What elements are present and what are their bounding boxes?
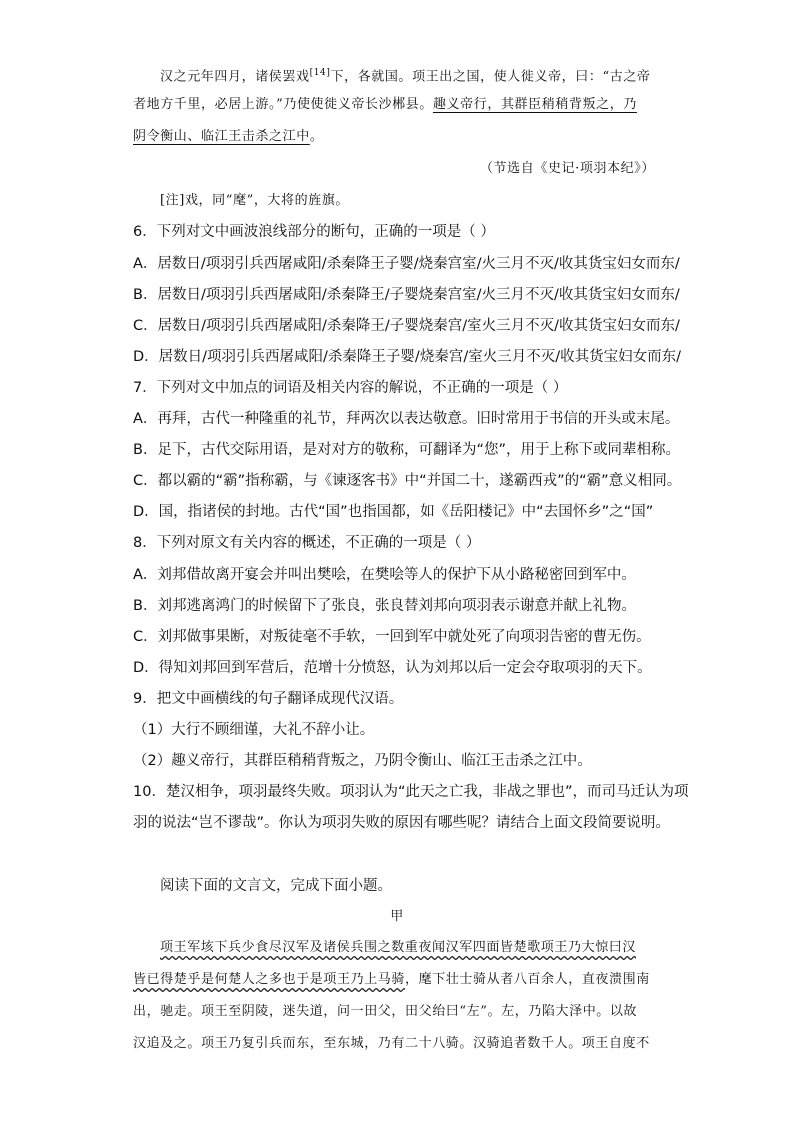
annotation-note: [注]戏，同“麾”，大将的旌旗。 [160,193,350,208]
option-8d: D．得知刘邦回到军营后，范增十分愤怒，认为刘邦以后一定会夺取项羽的天下。 [133,660,652,676]
question-6: 6．下列对文中画波浪线部分的断句，正确的一项是（ ） [133,224,495,240]
source-citation: （节选自《史记·项羽本纪》） [479,161,655,176]
passage2-line-4: 汉追及之。项王乃复引兵而东，至东城，乃有二十八骑。汉骑追者数千人。项王自度不 [133,1036,650,1051]
underlined-sentence: 阴令衡山、临江王击杀之江中 [133,129,310,144]
section-title: 甲 [390,909,404,924]
passage2-line-3: 出，驰走。项王至阴陵，迷失道，问一田父，田父绐曰“左”。左，乃陷大泽中。以故 [133,1004,638,1019]
option-7a: A．再拜，古代一种隆重的礼节，拜两次以表达敬意。旧时常用于书信的开头或末尾。 [133,411,680,427]
wavy-underlined-text: 项王军垓下兵少食尽汉军及诸侯兵围之数重夜闻汉军四面皆楚歌项王乃大惊曰汉 [160,940,637,955]
reading-instruction: 阅读下面的文言文，完成下面小题。 [160,878,392,894]
question-9-part-1: （1）大行不顾细谨，大礼不辞小让。 [133,722,375,738]
passage2-line-1 [160,938,636,958]
question-10-line-2: 羽的说法“岂不谬哉”。你认为项羽失败的原因有哪些呢？请结合上面文段简要说明。 [133,815,671,831]
option-8c: C．刘邦做事果断，对叛徒毫不手软，一回到军中就处死了向项羽告密的曹无伤。 [133,629,651,645]
option-6d: D．居数日/项羽引兵西屠咸阳/杀秦降王子婴/烧秦宫/室火三月不灭/收其货宝妇女而东/ [133,349,681,365]
option-7b: B．足下，古代交际用语，是对对方的敬称，可翻译为“您”，用于上称下或同辈相称。 [133,442,680,458]
passage-line-1 [160,63,651,87]
option-7d: D．国，指诸侯的封地。古代“国”也指国都，如《岳阳楼记》中“去国怀乡”之“国” [133,504,654,520]
passage-line-2 [133,95,637,115]
passage-text: 汉之元年四月，诸侯罢戏 [160,69,310,85]
question-9: 9．把文中画横线的句子翻译成现代汉语。 [133,691,404,707]
underlined-sentence: 趣义帝行，其群臣稍稍背叛之，乃 [432,97,637,112]
question-9-part-2: （2）趣义帝行，其群臣稍稍背叛之，乃阴令衡山、临江王击杀之江中。 [133,753,592,769]
passage-line-3 [133,127,323,147]
option-6c: C．居数日/项羽引兵西屠咸阳/杀秦降王/子婴烧秦宫/室火三月不灭/收其货宝妇女而东/ [133,318,680,334]
passage-text: 。 [309,129,324,144]
option-7c: C．都以霸的“霸”指称霸，与《谏逐客书》中“并国二十，遂霸西戎”的“霸”意义相同。 [133,473,682,489]
option-8a: A．刘邦借故离开宴会并叫出樊哙，在樊哙等人的保护下从小路秘密回到军中。 [133,567,636,583]
passage-text: ，麾下壮士骑从者八百余人，直夜溃围南 [405,972,650,987]
wavy-underlined-text: 皆已得楚乎是何楚人之多也于是项王乃上马骑 [133,972,406,987]
passage2-line-2 [133,970,650,990]
passage-text: 者地方千里，必居上游。”乃使使徙义帝长沙郴县。 [133,97,433,112]
option-8b: B．刘邦逃离鸿门的时候留下了张良，张良替刘邦向项羽表示谢意并献上礼物。 [133,598,636,614]
option-6a: A．居数日/项羽引兵西屠咸阳/杀秦降王子婴/烧秦宫室/火三月不灭/收其货宝妇女而东/ [133,256,680,272]
question-8: 8．下列对原文有关内容的概述，不正确的一项是（ ） [133,535,481,551]
question-7: 7．下列对文中加点的词语及相关内容的解说，不正确的一项是（ ） [133,380,568,396]
question-10-line-1: 10．楚汉相争，项羽最终失败。项羽认为“此天之亡我，非战之罪也”，而司马迁认为项 [133,784,689,800]
passage-text: 下，各就国。项王出之国，使人徙义帝，曰：“古之帝 [330,69,651,85]
option-6b: B．居数日/项羽引兵西屠咸阳/杀秦降王/子婴烧秦宫室/火三月不灭/收其货宝妇女而东/ [133,287,680,303]
footnote-mark: [14] [309,68,331,78]
